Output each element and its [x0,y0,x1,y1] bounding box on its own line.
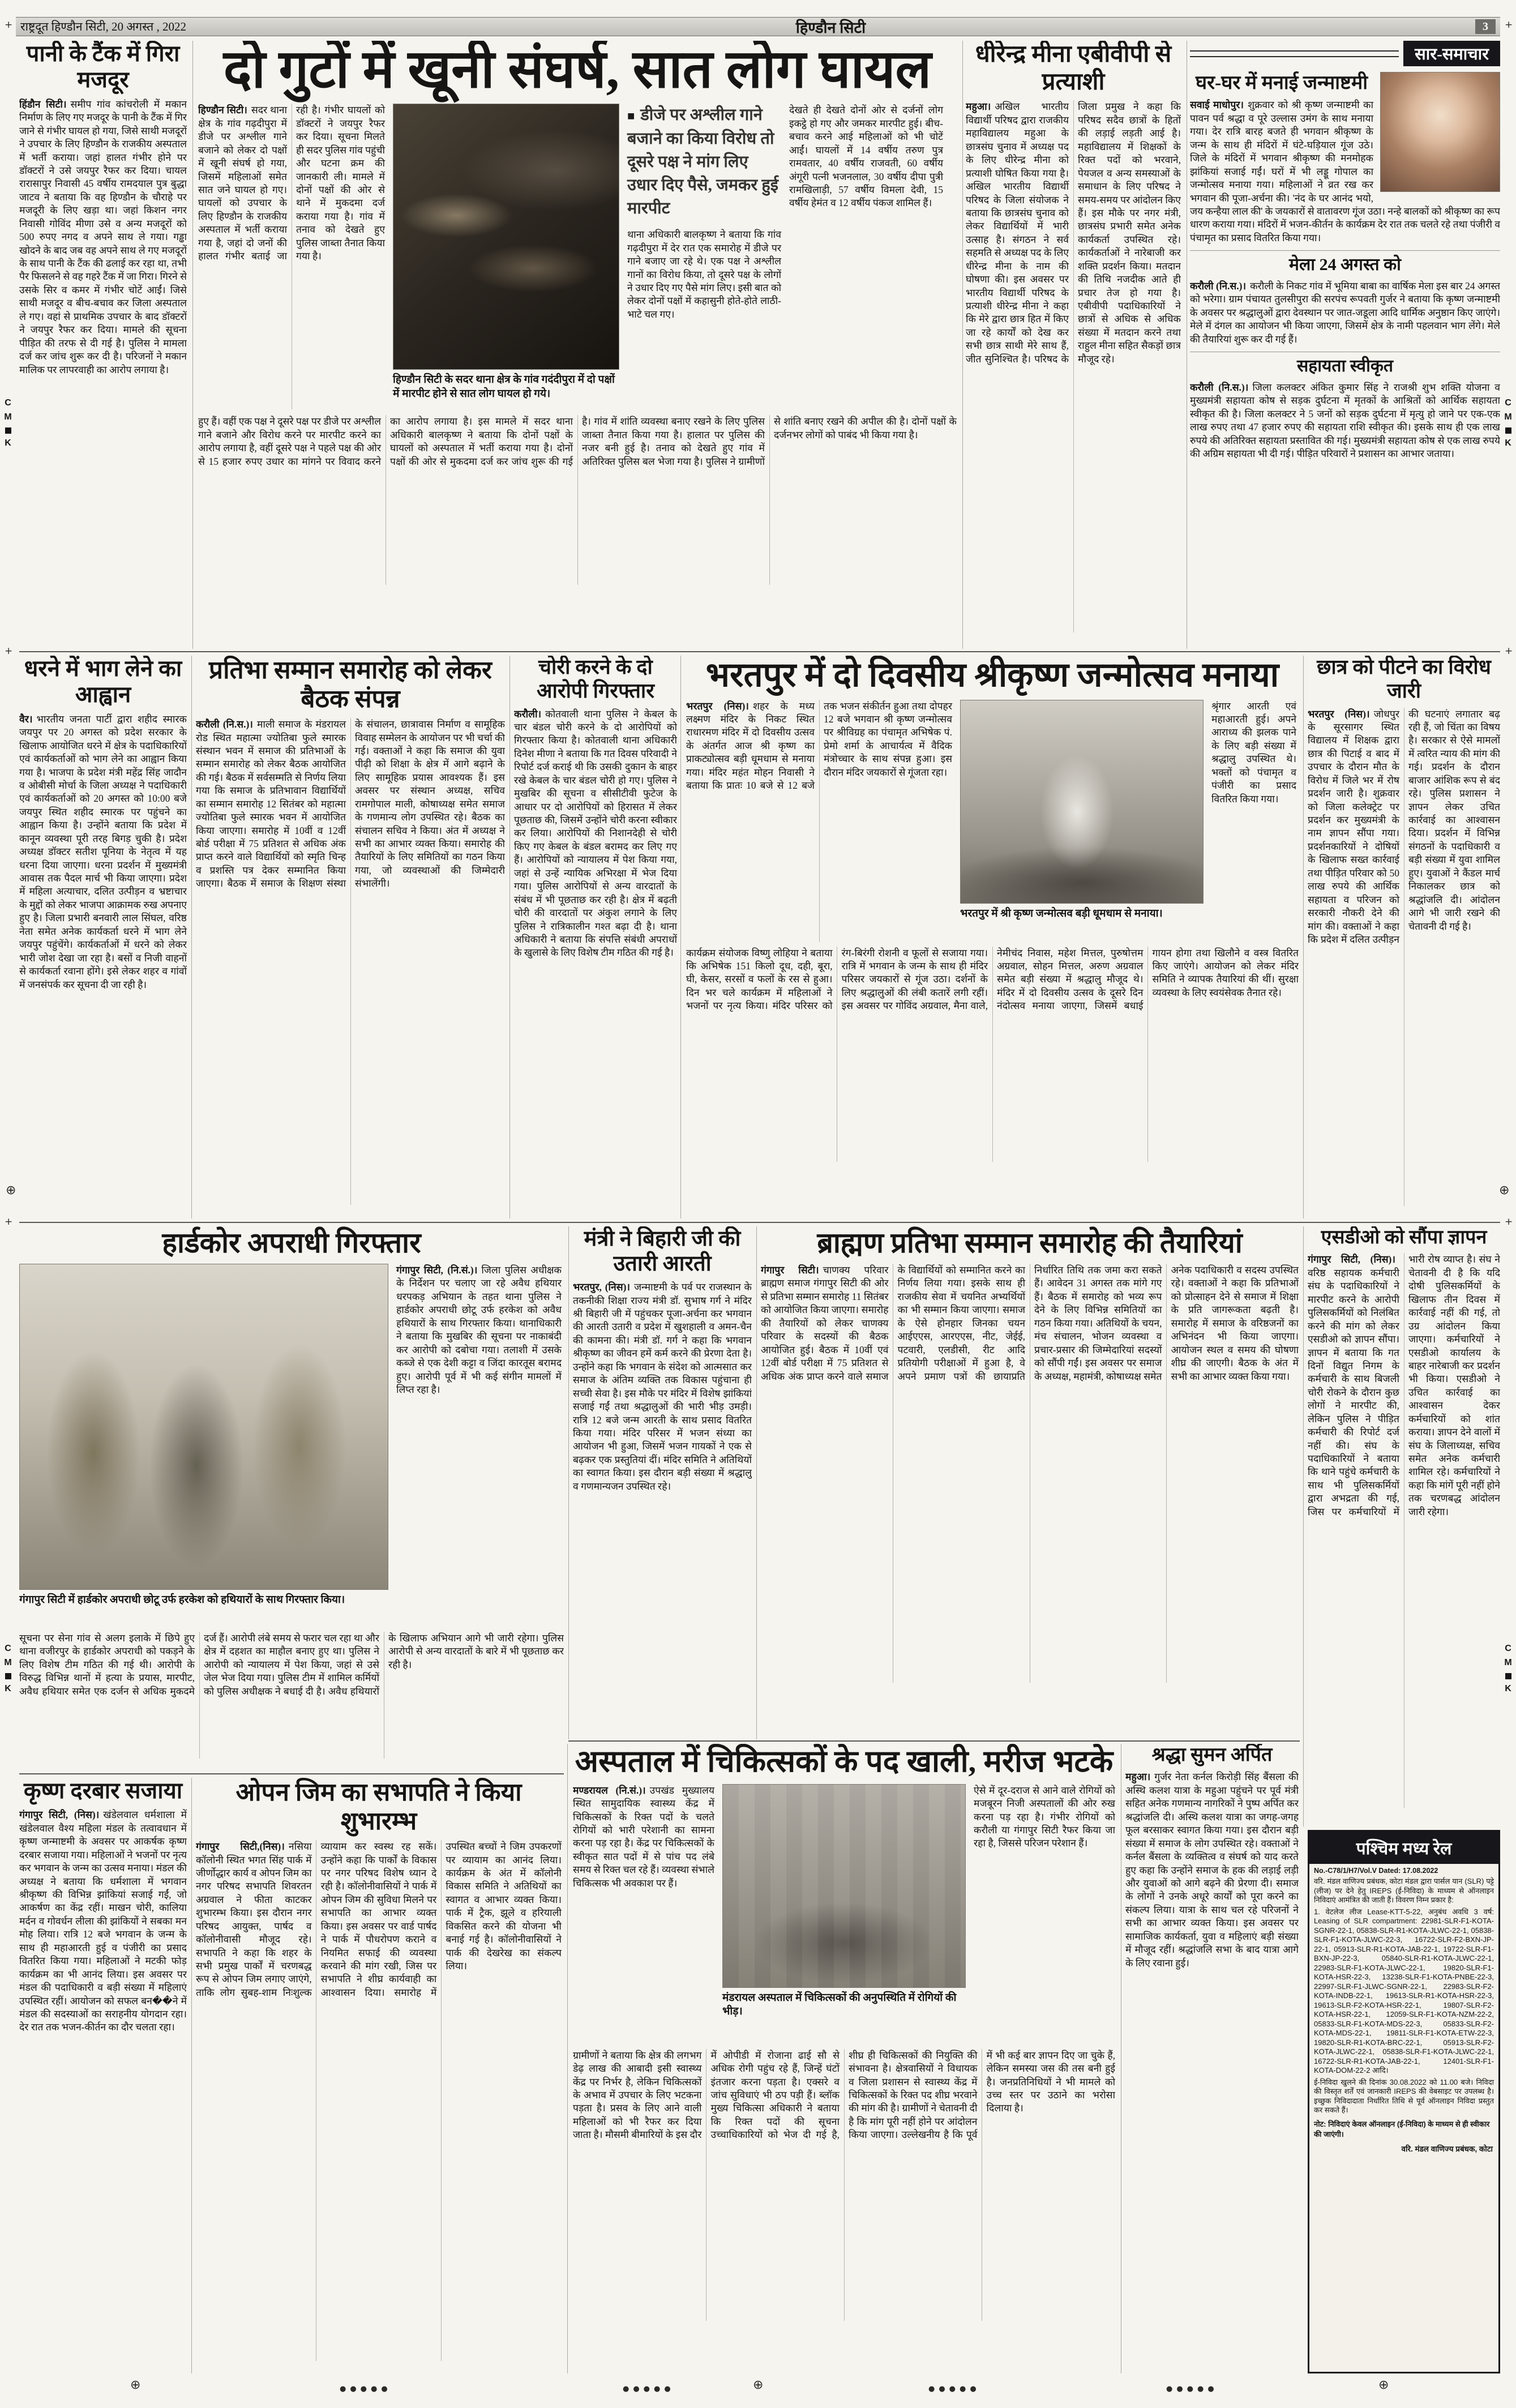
body-text: समीप गांव कांचरोली में मकान निर्माण के लिए गए मजदूर के पानी के टैंक में गिर जाने से गंभीर घायल हो गया, जिसे साथी मजदूरों ने उपचार के लिए हिण्डौन के राजकीय अस्पताल में भर्ती कराया। जहां हालत गंभीर होने पर डॉक्टरों ने उसे जयपुर रैफर कर दिया। चायल रारासापुर निवासी 45 वर्षीय रामदयाल पुत्र बुद्धा जाटव ने बताया कि वह हिण्डौन के चौराहे पर मजदूरी के लिए खड़ा था। जहां किशन नगर निवासी गोविंद मीणा उसे व अन्य मजदूरों को 500 रुपए नगद व अपने साथ ले गया। गड्ढा खोदने के बाद जब वह अपने साथ ले गए मजदूरों के साथ पानी के टैंक की ढलाई कर रहा था, तभी पैर फिसलने से वह गहरे टैंक में जा गिरा। गिरने से उसके सिर व कमर में गंभीर चोटें आईं। जिसे साथी मजदूर व बीच-बचाव कर जिला अस्पताल ले गए। वहां से प्राथमिक उपचार के बाद डॉक्टरों ने जयपुर रैफर कर दिया। मामले की सूचना पीड़ित की तरफ से दी गई है। पुलिस ने मामला दर्ज कर जांच शुरू कर दी है। परिजनों ने मकान मालिक पर लापरवाही का आरोप लगाया है। [19,98,187,375]
body-text: गुर्जर नेता कर्नल किरोड़ी सिंह बैंसला की अस्थि कलश यात्रा के महुआ पहुंचने पर पूर्व मंत्री सहित अनेक गणमान्य नागरिकों ने पुष्प अर्पित कर श्रद्धांजलि दी। अस्थि कलश यात्रा का जगह-जगह फूल बरसाकर स्वागत किया गया। इस दौरान बड़ी संख्या में समाज के लोग उपस्थित रहे। वक्ताओं ने कर्नल बैंसला के व्यक्तित्व व संघर्ष को याद करते हुए कहा कि उन्होंने समाज के हक की लड़ाई लड़ी और युवाओं को आगे बढ़ने की प्रेरणा दी। समाज के लोगों ने उनके अधूरे कार्यों को पूरा करने का संकल्प लिया। यात्रा के साथ चल रहे परिजनों ने सभी का आभार व्यक्त किया। इस अवसर पर सामाजिक कार्यकर्ता, युवा व महिलाएं बड़ी संख्या में मौजूद रहीं। श्रद्धांजलि सभा के बाद यात्रा आगे के लिए रवाना हुई। [1125,1771,1299,1969]
photo-block [19,1264,388,1627]
article-open-gym [196,1778,562,2373]
cmk-letter-m: M [4,412,12,422]
article-krishna-darbar [19,1778,187,2373]
headline: पानी के टैंक में गिरा मजदूर [26,41,180,93]
photo-block [722,1784,966,2045]
hospital-crowd-photo [722,1784,966,1988]
article-janmashtami [1190,72,1500,245]
photo-caption: भरतपुर में श्री कृष्ण जन्मोत्सव बड़ी धूमधाम से मनाया। [960,907,1163,919]
section-rule [19,651,1500,652]
article-body [573,1784,714,2045]
column-rule [1303,1226,1304,1827]
body-text: उपखंड मुख्यालय स्थित सामुदायिक स्वास्थ्य केंद्र में चिकित्सकों के रिक्त पदों के चलते रोगियों को भारी परेशानी का सामना करना पड़ रहा है। केंद्र पर चिकित्सकों के स्वीकृत सात पदों में से पांच पद लंबे समय से रिक्त चल रहे हैं। व्यवस्था संभाले चिकित्सक भी अवकाश पर हैं। [573,1784,714,1889]
ad-items: 1. वेटलेज लीज Lease-KTT-5-22, अनुबंध अवधि 3 वर्ष: Leasing of SLR compartment: 22981-SLR-F1-KOTA-SGNR-22-1, 05838-SLR-R1-KOTA-JLWC-22-1, 05838-SLR-F1-KOTA-JLWC-22-3, 16722-SLR-F2-BXN-JP-22-1, 05913-SLR-R1-KOTA-JAB-22-1, 19722-SLR-F1-BXN-JP-22-3, 05840-SLR-R1-KOTA-JLWC-22-1, 22983-SLR-F1-KOTA-JLWC-22-1, 19820-SLR-F1-KOTA-HSR-22-3, 13238-SLR-F1-KOTA-PNBE-22-3, 22997-SLR-F1-JLWC-SGNR-22-1, 22983-SLR-F2-KOTA-INDB-22-1, 19613-SLR-R1-KOTA-HSR-22-3, 19613-SLR-F2-KOTA-HSR-22-1, 19807-SLR-F2-KOTA-HSR-22-1, 12059-SLR-F1-KOTA-NZM-22-2, 05833-SLR-F1-KOTA-MDS-22-3, 05833-SLR-F2-KOTA-MDS-22-1, 19811-SLR-F1-KOTA-ETW-22-3, 19820-SLR-R1-KOTA-BRC-22-1, 05913-SLR-F2-KOTA-JLWC-22-1, 05838-SLR-F1-KOTA-JLWC-22-1, 16722-SLR-R1-KOTA-JAB-22-1, 12401-SLR-F1-KOTA-DOM-22-2 आदि। [1314,1907,1494,2075]
headline: धीरेन्द्र मीना एबीवीपी से प्रत्याशी [975,41,1172,95]
column-rule [568,1226,569,1739]
article-body [686,700,952,942]
article-row [573,1784,1115,2045]
main-headline: दो गुटों में खूनी संघर्ष, सात लोग घायल [223,41,932,99]
body-text: नसिया कॉलोनी स्थित भगत सिंह पार्क में जीर्णोद्धार कार्य व ओपन जिम का नगर परिषद सभापति शिवरतन अग्रवाल ने फीता काटकर शुभारम्भ किया। इस दौरान नगर परिषद आयुक्त, पार्षद व कॉलोनीवासी मौजूद रहे। सभापति ने कहा कि शहर के सभी प्रमुख पार्कों में चरणबद्ध रूप से ओपन जिम लगाए जाएंगे, ताकि लोग सुबह-शाम निःशुल्क व्यायाम कर स्वस्थ रह सकें। उन्होंने कहा कि पार्कों के विकास पर नगर परिषद विशेष ध्यान दे रही है। कॉलोनीवासियों ने पार्क में ओपन जिम की सुविधा मिलने पर सभापति का आभार व्यक्त किया। इस अवसर पर वार्ड पार्षद ने पार्क में पौधरोपण कराने व नियमित सफाई की व्यवस्था करवाने की मांग रखी, जिस पर सभापति ने शीघ्र कार्यवाही का आश्वासन दिया। समारोह में उपस्थित बच्चों ने जिम उपकरणों पर व्यायाम का आनंद लिया। कार्यक्रम के अंत में कॉलोनी विकास समिति ने अतिथियों का स्वागत व आभार व्यक्त किया। पार्क में ट्रैक, झूले व हरियाली विकसित करने की योजना भी बनाई गई है। कॉलोनीवासियों ने पार्क की देखरेख का संकल्प लिया। [196,1841,562,1998]
byline: गंगापुर सिटी,(निस)। [196,1841,285,1853]
body-text: खंडेलवाल धर्मशाला में खंडेलवाल वैश्य महिला मंडल के तत्वावधान में कृष्ण जन्माष्टमी के अवसर पर आकर्षक कृष्ण दरबार सजाया गया। महिलाओं ने भजनों पर नृत्य कर भगवान के जन्म का उत्सव मनाया। मंडल की अध्यक्ष ने बताया कि धर्मशाला में भगवान श्रीकृष्ण की विभिन्न झांकियां सजाई गईं, जो आकर्षण का केंद्र रहीं। माखन चोरी, कालिया मर्दन व गोवर्धन लीला की झांकियों ने सबका मन मोह लिया। रात्रि 12 बजे भगवान के जन्म के साथ ही महाआरती हुई व पंजीरी का प्रसाद वितरित किया गया। महिलाओं ने मटकी फोड़ कार्यक्रम का भी आनंद लिया। इस अवसर पर मंडल की पदाधिकारी व बड़ी संख्या में महिलाएं उपस्थित रहीं। आयोजन को सफल बन��ने में मंडल की सदस्याओं का सराहनीय योगदान रहा। देर रात तक भजन-कीर्तन का दौर चलता रहा। [19,1809,187,2033]
cmk-letter-c: C [1505,1644,1511,1653]
ad-note: नोट: निविदाएं केवल ऑनलाइन (ई-निविदा) के माध्यम से ही स्वीकार की जाएंगी। [1314,2119,1490,2138]
column-rule [567,1744,568,2373]
pullquote-column [627,104,781,409]
byline: भरतपुर (निस)। [1308,708,1370,720]
article-pratibha-baithak [196,656,505,1218]
article-body [1308,708,1500,1206]
body-text: जन्माष्टमी के पर्व पर राजस्थान के तकनीकी शिक्षा राज्य मंत्री डॉ. सुभाष गर्ग ने मंदिर श्री बिहारी जी में पहुंचकर पूजा-अर्चना कर भगवान की आरती उतारी व प्रदेश में खुशहाली व अमन-चैन की कामना की। मंत्री डॉ. गर्ग ने कहा कि भगवान श्रीकृष्ण का जीवन हमें कर्म करने की प्रेरणा देता है। उन्होंने कहा कि भगवान के संदेश को आत्मसात कर समाज के अंतिम व्यक्ति तक विकास पहुंचाना ही सच्ची सेवा है। इस मौके पर मंदिर में विशेष झांकियां सजाई गईं तथा श्रद्धालुओं की भारी भीड़ उमड़ी। रात्रि 12 बजे जन्म आरती के साथ प्रसाद वितरित किया गया। मंदिर परिसर में भजन संध्या का आयोजन भी हुआ, जिसमें भजन गायकों ने एक से बढ़कर एक प्रस्तुतियां दीं। मंदिर समिति ने अतिथियों का स्वागत किया। इस दौरान बड़ी संख्या में श्रद्धालु व गणमान्यजन उपस्थित रहे। [573,1281,752,1492]
registration-mark: ⊕ [1499,1183,1510,1197]
headline: सहायता स्वीकृत [1296,357,1393,376]
registration-mark: ⊕ [130,2378,141,2392]
byline: महुआ। [1125,1771,1151,1783]
article-body [514,708,677,960]
print-dots: ●●●●● [623,2385,675,2393]
article-body [19,98,187,377]
janmashtami-baby-photo [1380,72,1500,192]
section-header [1190,41,1500,66]
cmk-letter-m: M [1504,1657,1512,1667]
pull-quote [627,104,781,220]
cmk-square [5,1673,11,1679]
square-bullet-icon: ■ [627,109,635,123]
article-sahayata [1190,352,1500,460]
body-text: जिला कलक्टर अंकित कुमार सिंह ने राजश्री शुभ शक्ति योजना व मुख्यमंत्री सहायता कोष से सड़क दुर्घटना में मृतकों के आश्रितों को आर्थिक सहायता स्वीकृत की है। जिला कलक्टर ने 5 जनों को सड़क दुर्घटना में मृत्यु हो जाने पर एक-एक लाख रुपए तथा 47 हजार रुपए की सहायता राशि स्वीकृत की। इसके साथ ही एक लाख रुपये की अतिरिक्त सहायता प्रस्तावित की गई। मुख्यमंत्री सहायता कोष से एक लाख रुपये की अग्रिम सहायता भी दी गई। पीड़ित परिवारों ने प्रशासन का आभार जताया। [1190,382,1500,460]
cmk-square [1505,427,1511,434]
registration-mark: ⊕ [753,2378,764,2392]
masthead [16,17,1500,36]
byline: महुआ। [966,101,991,113]
article-minister-aarti [573,1226,752,1739]
article-body [19,1808,187,2034]
byline: करौली (नि.स.)। [196,718,253,730]
byline: गंगापुर सिटी, (निस)। [19,1809,100,1821]
crop-mark: + [5,645,13,657]
article-main-clash [198,41,957,649]
body-text: जोधपुर के सूरसागर स्थित विद्यालय में शिक्षक द्वारा छात्र की पिटाई व बाद में उपचार के दौरान मौत के विरोध में जिले भर में रोष प्रदर्शन जारी है। शुक्रवार को जिला कलेक्ट्रेट पर प्रदर्शन कर मुख्यमंत्री के नाम ज्ञापन सौंपा गया। प्रदर्शनकारियों ने दोषियों के खिलाफ सख्त कार्रवाई तथा पीड़ित परिवार को 50 लाख रुपये की आर्थिक सहायता व परिजन को सरकारी नौकरी देने की मांग की। वक्ताओं ने कहा कि प्रदेश में दलित उत्पीड़न की घटनाएं लगातार बढ़ रही हैं, जो चिंता का विषय है। सरकार से ऐसे मामलों में त्वरित न्याय की मांग की गई। प्रदर्शन के दौरान बाजार आंशिक रूप से बंद रहे। पुलिस प्रशासन ने ज्ञापन लेकर उचित कार्रवाई का आश्वासन दिया। प्रदर्शन में विभिन्न संगठनों के पदाधिकारी व बड़ी संख्या में युवा शामिल हुए। युवाओं ने कैंडल मार्च निकालकर छात्र को श्रद्धांजलि दी। आंदोलन आगे भी जारी रखने की चेतावनी दी गई है। [1308,708,1500,945]
column-rule [680,656,681,1218]
body-text: भारतीय जनता पार्टी द्वारा शहीद स्मारक जयपुर पर 20 अगस्त को प्रदेश सरकार के खिलाफ आयोजित धरने में क्षेत्र के पदाधिकारियों एवं कार्यकर्ताओं को भाग लेने का आह्वान किया गया है। भाजपा के प्रदेश मंत्री महेंद्र सिंह जादौन व ओबीसी मोर्चा के जिला अध्यक्ष ने पदाधिकारी एवं कार्यकर्ताओं को 20 अगस्त को 10:00 बजे जयपुर स्थित शहीद स्मारक पर पहुंचने का आह्वान किया है। उन्होंने बताया कि प्रदेश में कानून व्यवस्था पूरी तरह बिगड़ चुकी है। प्रदेश अध्यक्ष डॉक्टर सतीश पूनिया के नेतृत्व में यह धरना दिया जाएगा। धरना प्रदर्शन में मुख्यमंत्री आवास तक पैदल मार्च भी किया जाएगा। प्रदेश में महिला अत्याचार, दलित उत्पीड़न व भ्रष्टाचार के मुद्दों को लेकर भाजपा आक्रामक रुख अपनाए हुए है। जिला प्रभारी बनवारी लाल सिंघल, वरिष्ठ नेता समेत अनेक कार्यकर्ता धरने में भाग लेने जयपुर पहुंचेंगे। कार्यकर्ताओं में धरने को लेकर भारी जोश देखा जा रहा है। बसों व निजी वाहनों से कार्यकर्ता रवाना होंगे। इसे लेकर शहर व गांवों में जनसंपर्क कर सूचना दी जा रही है। [19,713,187,990]
section-rule [568,1740,1300,1742]
pull-quote-text: डीजे पर अश्लील गाने बजाने का किया विरोध तो दूसरे पक्ष ने मांग लिए उधार दिए पैसे, जमकर हुई मारपीट [627,106,779,218]
headline: हार्डकोर अपराधी गिरफ्तार [162,1227,421,1259]
body-text: सदर थाना क्षेत्र के गांव गढ़दीपुरा में डीजे पर अश्लील गाने बजाने को लेकर दो पक्षों में खूनी संघर्ष हो गया, जिसमें महिलाओं समेत सात जने घायल हो गए। घायलों को उपचार के लिए हिण्डौन के राजकीय अस्पताल में भर्ती कराया गया है, जहां दो जनों की हालत गंभीर बताई जा रही है। गंभीर घायलों को डॉक्टरों ने जयपुर रैफर कर दिया। सूचना मिलते ही सदर पुलिस गांव पहुंची और घटना क्रम की जानकारी ली। मामले में दोनों पक्षों की ओर से थाने में मुकदमा दर्ज कराया गया है। गांव में तनाव को देखते हुए पुलिस जाब्ता तैनात किया गया है। [198,104,385,262]
byline: सवाई माधोपुर। [1190,99,1244,111]
column-rule [756,1226,757,1739]
article-body [19,713,187,991]
cmk-square [1505,1673,1511,1679]
arrest-photo [19,1264,388,1590]
article-body [1190,280,1500,346]
ad-closing: ई-निविदा खुलने की दिनांक 30.08.2022 को 11.00 बजे। निविदा की विस्तृत शर्तें एवं जानकारी IREPS की वेबसाइट पर उपलब्ध है। इच्छुक निविदादाता निर्धारित तिथि से पूर्व ऑनलाइन निविदा प्रस्तुत कर सकते हैं। [1314,2077,1494,2114]
ad-reference: No.-C78/1/H7/Vol.V Dated: 17.08.2022 [1314,1867,1438,1875]
saar-samachar-column [1190,41,1500,649]
article-sdo-gyapan [1308,1226,1500,1825]
crop-mark: + [1505,1216,1513,1227]
byline: मण्डरायल (नि.सं.)। [573,1784,646,1796]
article-body [761,1264,1299,1683]
cmk-letter-c: C [1505,398,1511,408]
column-rule [192,41,193,649]
article-abvp-candidate [966,41,1181,649]
article-hardcore-arrest [19,1226,564,1771]
ad-intro: वरि. मंडल वाणिज्य प्रबंधक, कोटा मंडल द्वारा पार्सल यान (SLR) पट्टे (लीज) पर देने हेतु IREPS (ई-निविदा) के माध्यम से ऑनलाइन निविदाएं आमंत्रित की जाती हैं। विवरण निम्न प्रकार है: [1314,1877,1494,1904]
article-body [1125,1770,1299,1970]
section-rule [1190,50,1399,57]
body-text: हुए हैं। वहीं एक पक्ष ने दूसरे पक्ष पर डीजे पर अश्लील गाने बजाने और विरोध करने पर मारपीट करने का आरोप लगाया है, वहीं दूसरे पक्ष ने पहले पक्ष की ओर से 15 हजार रुपए उधार का मांगने पर विवाद करने का आरोप लगाया है। इस मामले में सदर थाना अधिकारी बालकृष्ण ने बताया कि दोनों पक्षों के घायलों को अस्पताल में भर्ती कराया गया है। दोनों पक्षों की ओर से मुकदमा दर्ज कर जांच शुरू की गई है। गांव में शांति व्यवस्था बनाए रखने के लिए पुलिस जाब्ता तैनात किया गया है। हालात पर पुलिस की नजर बनी हुई है। तनाव को देखते हुए गांव में अतिरिक्त पुलिस बल भेजा गया है। पुलिस ने ग्रामीणों से शांति बनाए रखने की अपील की है। दोनों पक्षों के दर्जनभर लोगों को पाबंद भी किया गया है। [198,416,957,467]
byline: गंगापुर सिटी, (नि.सं.)। [396,1264,478,1276]
cmk-letter-m: M [4,1657,12,1667]
column-rule [1303,656,1304,1218]
body-text: जिला पुलिस अधीक्षक के निर्देशन पर चलाए जा रहे अवैध हथियार धरपकड़ अभियान के तहत थाना पुलिस ने हार्डकोर अपराधी छोटू उर्फ हरकेश को अवैध हथियारों के साथ गिरफ्तार किया। थानाधिकारी ने बताया कि मुखबिर की सूचना पर नाकाबंदी कर आरोपी को दबोचा गया। तलाशी में उसके कब्जे से एक देशी कट्टा व जिंदा कारतूस बरामद हुए। आरोपी पूर्व में भी कई संगीन मामलों में लिप्त रहा है। [396,1264,562,1395]
crop-mark: + [5,19,13,31]
byline: करौली (नि.स.)। [1190,382,1249,394]
headline: छात्र को पीटने का विरोध जारी [1317,656,1491,702]
janmotsav-photo [960,700,1204,904]
railway-tender-notice [1308,1830,1500,2373]
byline: हिंडौन सिटी। [19,98,67,110]
cmk-letter-c: C [5,398,11,408]
photo-block [393,104,619,409]
article-bharatpur-janmotsav [686,656,1299,1218]
crop-mark: + [5,1216,13,1227]
body-text: थाना अधिकारी बालकृष्ण ने बताया कि गांव गढ़दीपुरा में देर रात एक समारोह में डीजे पर गाने बजाए जा रहे थे। एक पक्ष ने अश्लील गानों का विरोध किया, तो दूसरे पक्ष के लोगों ने उधार दिए गए पैसे मांग लिए। इसी बात को लेकर दोनों पक्षों में कहासुनी होते-होते लाठी-भाटे चल गए। [627,229,781,320]
article-body [966,100,1181,632]
byline: गंगापुर सिटी, (निस)। [1308,1254,1395,1265]
headline: श्रद्धा सुमन अर्पित [1151,1744,1273,1765]
article-chhatra-virodh [1308,656,1500,1218]
body-text: माली समाज के मंडरायल रोड स्थित महात्मा ज्योतिबा फुले स्मारक संस्थान भवन में समाज की प्रतिभाओं के सम्मान समारोह को लेकर बैठक आयोजित की गई। बैठक में सर्वसम्मति से निर्णय लिया गया कि समाज के प्रतिभावान विद्यार्थियों का सम्मान समारोह 12 सितंबर को महात्मा ज्योतिबा फुले स्मारक भवन में आयोजित किया जाएगा। समारोह में 10वीं व 12वीं बोर्ड परीक्षा में 75 प्रतिशत से अधिक अंक प्राप्त करने वाले विद्यार्थियों को स्मृति चिन्ह व प्रशस्ति पत्र देकर सम्मानित किया जाएगा। बैठक में समाज के शिक्षण संस्था के संचालन, छात्रावास निर्माण व सामूहिक विवाह सम्मेलन के आयोजन पर भी चर्चा की गई। वक्ताओं ने कहा कि समाज की युवा पीढ़ी को शिक्षा के क्षेत्र में आगे बढ़ाने के लिए सामूहिक प्रयास आवश्यक हैं। इस अवसर पर संस्थान अध्यक्ष, सचिव रामगोपाल माली, कोषाध्यक्ष समेत समाज के गणमान्य लोग उपस्थित रहे। बैठक का संचालन सचिव ने किया। अंत में अध्यक्ष ने सभी का आभार व्यक्त किया। समारोह की तैयारियों के लिए समितियों का गठन किया गया, जो व्यवस्थाओं की जिम्मेदारी संभालेंगी। [196,718,505,889]
article-mela [1190,250,1500,346]
article-body [1190,381,1500,461]
headline: कृष्ण दरबार सजाया [23,1778,183,1803]
page-number: 3 [1475,19,1496,34]
section-rule [19,1222,1500,1223]
cmk-color-mark [1502,1642,1514,1696]
cmk-color-mark [2,396,14,450]
edition-date: राष्ट्रदूत हिण्डौन सिटी, 20 अगस्त , 2022 [20,20,186,33]
cmk-color-mark [2,1642,14,1696]
article-body [198,104,385,409]
headline: प्रतिभा सम्मान समारोह को लेकर बैठक संपन्न [209,656,492,713]
headline: चोरी करने के दो आरोपी गिरफ्तार [537,656,654,702]
article-chori-arrest [514,656,677,1218]
crop-mark: + [1505,645,1513,657]
cmk-square [5,427,11,434]
byline: हिण्डौन सिटी। [198,104,247,116]
byline: भरतपुर (निस)। [686,700,749,712]
main-article-row [198,104,957,409]
cmk-letter-k: K [5,438,11,448]
body-text: कोतवाली थाना पुलिस ने केबल के चार बंडल चोरी करने के दो आरोपियों को गिरफ्तार किया है। कोतवाली थाना अधिकारी दिनेश मीणा ने बताया कि गत दिवस परिवादी ने रिपोर्ट दर्ज कराई थी कि उसकी दुकान के बाहर रखे केबल के चार बंडल चोरी हो गए। पुलिस ने मुखबिर की सूचना व सीसीटीवी फुटेज के आधार पर दो आरोपियों को हिरासत में लेकर पूछताछ की, जिसमें उन्होंने चोरी करना स्वीकार कर लिया। आरोपियों की निशानदेही से चोरी किए गए केबल के बंडल बरामद कर लिए गए हैं। आरोपियों को न्यायालय में पेश किया गया, जहां से उन्हें न्यायिक अभिरक्षा में भेज दिया गया। पुलिस आरोपियों से अन्य वारदातों के संबंध में भी पूछताछ कर रही है। क्षेत्र में बढ़ती चोरी की वारदातों पर अंकुश लगाने के लिए पुलिस ने रात्रिकालीन गश्त बढ़ा दी है। थाना अधिकारी ने बताया कि संपत्ति संबंधी अपराधों के खुलासे के लिए विशेष टीम गठित की गई है। [514,708,677,959]
body-text: श्रृंगार आरती एवं महाआरती हुई। अपने आराध्य की झलक पाने के लिए बड़ी संख्या में श्रद्धालु उपस्थित थे। भक्तों को पंचामृत व पंजीरी का प्रसाद वितरित किया गया। [1211,700,1296,805]
headline: अस्पताल में चिकित्सकों के पद खाली, मरीज भटके [575,1744,1114,1778]
headline: मेला 24 अगस्त को [1289,255,1401,275]
article-dharna [19,656,187,1218]
body-text: ग्रामीणों ने बताया कि क्षेत्र की लगभग डेढ़ लाख की आबादी इसी स्वास्थ्य केंद्र पर निर्भर है, लेकिन चिकित्सकों के अभाव में उपचार के लिए भटकना पड़ता है। प्रसव के लिए आने वाली महिलाओं को भी रैफर कर दिया जाता है। मौसमी बीमारियों के इस दौर में ओपीडी में रोजाना ढाई सौ से अधिक रोगी पहुंच रहे हैं, जिन्हें घंटों इंतजार करना पड़ता है। एक्सरे व जांच सुविधाएं भी ठप पड़ी हैं। ब्लॉक मुख्य चिकित्सा अधिकारी ने बताया कि रिक्त पदों की सूचना उच्चाधिकारियों को भेज दी गई है, शीघ्र ही चिकित्सकों की नियुक्ति की संभावना है। क्षेत्रवासियों ने विधायक व जिला प्रशासन से स्वास्थ्य केंद्र में चिकित्सकों के रिक्त पद शीघ्र भरवाने की मांग की है। ग्रामीणों ने चेतावनी दी है कि मांग पूरी नहीं होने पर आंदोलन किया जाएगा। उल्लेखनीय है कि पूर्व में भी कई बार ज्ञापन दिए जा चुके हैं, लेकिन समस्या जस की तस बनी हुई है। जनप्रतिनिधियों ने भी मामले को उच्च स्तर पर उठाने का भरोसा दिलाया है। [573,2049,1115,2141]
headline: मंत्री ने बिहारी जी की उतारी आरती [584,1227,741,1276]
section-rule [19,1773,564,1774]
registration-mark: ⊕ [6,1183,16,1197]
headline: ओपन जिम का सभापति ने किया शुभारम्भ [235,1778,522,1836]
body-text: वरिष्ठ सहायक कर्मचारी संघ के पदाधिकारियों ने मारपीट करने के आरोपी पुलिसकर्मियों को निलंबित करने की मांग को लेकर एसडीओ को ज्ञापन सौंपा। ज्ञापन में बताया कि गत दिनों विद्युत निगम के कर्मचारी के साथ बिजली चोरी रोकने के दौरान कुछ लोगों ने मारपीट की, लेकिन पुलिस ने पीड़ित कर्मचारी की रिपोर्ट दर्ज नहीं की। संघ के पदाधिकारियों ने बताया कि थाने पहुंचे कर्मचारी के साथ भी पुलिसकर्मियों द्वारा अभद्रता की गई, जिस पर कर्मचारियों में भारी रोष व्याप्त है। संघ ने चेतावनी दी है कि यदि दोषी पुलिसकर्मियों के खिलाफ तीन दिवस में कार्रवाई नहीं की गई, तो उग्र आंदोलन किया जाएगा। कर्मचारियों ने एसडीओ कार्यालय के बाहर नारेबाजी कर प्रदर्शन भी किया। एसडीओ ने उचित कार्रवाई का आश्वासन देकर कर्मचारियों को शांत कराया। ज्ञापन देने वालों में संघ के जिलाध्यक्ष, सचिव समेत अनेक कर्मचारी शामिल रहे। कर्मचारियों ने कहा कि मांगें पूरी नहीं होने तक चरणबद्ध आंदोलन जारी रहेगा। [1308,1254,1500,1517]
headline: एसडीओ को सौंपा ज्ञापन [1321,1227,1487,1248]
body-text: करौली के निकट गांव में भूमिया बाबा का वार्षिक मेला इस बार 24 अगस्त को भरेगा। ग्राम पंचायत तुलसीपुरा की सरपंच रूपवती गुर्जर ने बताया कि कृष्ण जन्माष्टमी के अवसर पर श्रद्धालुओं द्वारा देवस्थान पर जात-जडूला आदि धार्मिक अनुष्ठान किए जाएंगे। मेले में दंगल का आयोजन भी किया जाएगा, जिसमें क्षेत्र के नामी पहलवान भाग लेंगे। मेले की तैयारियां शुरू कर दी गई हैं। [1190,280,1500,345]
cmk-letter-c: C [5,1644,11,1653]
headline: धरने में भाग लेने का आह्वान [24,656,182,708]
column-rule [509,656,510,1218]
byline: वैर। [19,713,33,725]
photo-block [960,700,1204,942]
cmk-letter-k: K [1505,1683,1511,1693]
body-text: सूचना पर सेना गांव से अलग इलाके में छिपे हुए थाना वजीरपुर के हार्डकोर अपराधी को पकड़ने के लिए विशेष टीम गठित की गई थी। आरोपी के विरुद्ध विभिन्न थानों में हत्या के प्रयास, मारपीट, अवैध हथियार समेत एक दर्जन से अधिक मुकदमे दर्ज हैं। आरोपी लंबे समय से फरार चल रहा था और क्षेत्र में दहशत का माहौल बनाए हुए था। पुलिस ने आरोपी को न्यायालय में पेश किया, जहां से उसे जेल भेज दिया गया। पुलिस टीम में शामिल कर्मियों को पुलिस अधीक्षक ने बधाई दी है। अवैध हथियारों के खिलाफ अभियान आगे भी जारी रहेगा। पुलिस आरोपी से अन्य वारदातों के बारे में भी पूछताछ कर रही है। [19,1632,564,1697]
print-dots: ●●●●● [340,2385,392,2393]
article-hospital-vacancy [573,1744,1115,2373]
clash-photo [393,104,619,370]
article-body [573,1281,752,1493]
article-brahman-pratibha [761,1226,1299,1739]
body-text: शहर के मध्य लक्ष्मण मंदिर के निकट स्थित राधारमण मंदिर में दो दिवसीय उत्सव के अंतर्गत आज श्री कृष्ण का प्राकट्योत्सव बड़ी धूमधाम से मनाया गया। मंदिर महंत मोहन निवासी ने बताया कि प्रातः 10 बजे से 12 बजे तक भजन संकीर्तन हुआ तथा दोपहर 12 बजे भगवान श्री कृष्ण जन्मोत्सव पर श्रीविग्रह का पंचामृत अभिषेक पं. प्रेमो शर्मा के आचार्यत्व में वैदिक मंत्रोच्चार के साथ संपन्न हुआ। इस दौरान मंदिर जयकारों से गूंजता रहा। [686,700,952,792]
headline: घर-घर में मनाई जन्माष्टमी [1195,72,1368,93]
article-row [19,1264,564,1627]
crop-mark: + [1505,19,1513,31]
article-shraddha-suman [1125,1744,1299,2373]
print-dots: ●●●●● [928,2385,980,2393]
photo-caption: गंगापुर सिटी में हार्डकोर अपराधी छोटू उर्फ हरकेश को हथियारों के साथ गिरफ्तार किया। [19,1594,345,1606]
body-text: देखते ही देखते दोनों ओर से दर्जनों लोग इकट्ठे हो गए और जमकर मारपीट हुई। बीच-बचाव करने आई महिलाओं को भी चोटें आईं। घायलों में 14 वर्षीय तरुण पुत्र रामवतार, 40 वर्षीय राजवती, 60 वर्षीय अंगूरी पत्नी भजनलाल, 30 वर्षीय दीपा पुत्री रामखिलाड़ी, 57 वर्षीय विमला देवी, 15 वर्षीय हेमंत व 12 वर्षीय पंकज शामिल हैं। [789,104,943,209]
cmk-letter-k: K [1505,438,1511,448]
body-text: कार्यक्रम संयोजक विष्णु लोहिया ने बताया कि अभिषेक 151 किलो दूध, दही, बूरा, घी, केसर, सरसों व फलों के रस से हुआ। दिन भर चले कार्यक्रम में महिलाओं ने भजनों पर नृत्य किया। मंदिर परिसर को रंग-बिरंगी रोशनी व फूलों से सजाया गया। रात्रि में भगवान के जन्म के साथ ही मंदिर परिसर जयकारों से गूंज उठा। दर्शनों के लिए श्रद्धालुओं की लंबी कतारें लगी रहीं। इस अवसर पर गोविंद अग्रवाल, मैना वाले, नेमीचंद निवास, महेश मित्तल, पुरुषोत्तम अग्रवाल, सोहन मित्तल, अरुण अग्रवाल समेत बड़ी संख्या में श्रद्धालु मौजूद थे। मंदिर में दो दिवसीय उत्सव के दूसरे दिन नंदोत्सव मनाया जाएगा, जिसमें बधाई गायन होगा तथा खिलौने व वस्त्र वितरित किए जाएंगे। आयोजन को लेकर मंदिर समिति ने व्यापक तैयारियां की थीं। सुरक्षा व्यवस्था के लिए स्वयंसेवक तैनात रहे। [686,947,1299,1012]
photo-caption: हिण्डौन सिटी के सदर थाना क्षेत्र के गांव गदंदीपुरा में दो पक्षों में मारपीट होने से सात लोग घायल हो गये। [393,374,615,400]
page-city-title: हिण्डौन सिटी [795,19,866,36]
body-text: अखिल भारतीय विद्यार्थी परिषद द्वारा राजकीय महाविद्यालय महुआ के छात्रसंघ चुनाव में अध्यक्ष पद के लिए धीरेन्द्र मीना को प्रत्याशी घोषित किया गया है। अखिल भारतीय विद्यार्थी परिषद के जिला संयोजक ने बताया कि छात्रसंघ चुनाव को लेकर विद्यार्थियों में भारी उत्साह है। संगठन ने सर्व सहमति से अध्यक्ष पद के लिए धीरेन्द्र मीना के नाम की घोषणा की। इस अवसर पर भारतीय विद्यार्थी परिषद के प्रत्याशी धीरेन्द्र मीना ने कहा कि मेरे द्वारा छात्र हित में किए जा रहे कार्यों को देख कर सभी छात्र साथी मेरे साथ हैं, जीत सुनिश्चित है। परिषद के जिला प्रमुख ने कहा कि परिषद सदैव छात्रों के हितों की लड़ाई लड़ती आई है। महाविद्यालय में शिक्षकों के रिक्त पदों को भरवाने, पेयजल व अन्य समस्याओं के समाधान के लिए परिषद ने समय-समय पर आंदोलन किए हैं। इस मौके पर नगर मंत्री, छात्रसंघ प्रभारी समेत अनेक कार्यकर्ता उपस्थित रहे। कार्यकर्ताओं ने नारेबाजी कर शक्ति प्रदर्शन किया। मतदान की तिथि नजदीक आते ही प्रचार तेज हो गया है। एबीवीपी पदाधिकारियों ने छात्रों से अधिक से अधिक संख्या में मतदान करने तथा राहुल मीना सहित सैकड़ों छात्र मौजूद रहे। [966,101,1181,365]
article-body [396,1264,562,1627]
byline: भरतपुर, (निस)। [573,1281,631,1293]
body-text: शुक्रवार को श्री कृष्ण जन्माष्टमी का पावन पर्व श्रद्धा व पूरे उल्लास उमंग के साथ मनाया गया। देर रात्रि बारह बजते ही भगवान श्रीकृष्ण के जन्म के साथ ही मंदिरों में घंटे-घड़ियाल गूंज उठे। जिले के मंदिरों में भगवान श्रीकृष्ण की मनमोहक झांकियां सजाई गईं। घरों में भी लड्डू गोपाल का जन्मोत्सव मनाया गया। महिलाओं ने व्रत रख कर भगवान की पूजा-अर्चना की। 'नंद के घर आनंद भयो, जय कन्हैया लाल की' के जयकारों से वातावरण गूंज उठा। नन्हे बालकों को श्रीकृष्ण का रूप धारण कराया गया। मंदिरों में भजन-कीर्तन के कार्यक्रम देर रात तक चलते रहे तथा पंजीरी व पंचामृत का प्रसाद वितरित किया गया। [1190,99,1500,243]
article-body [196,718,505,1205]
cmk-color-mark [1502,396,1514,450]
article-body [1308,1253,1500,1808]
column-rule [191,1778,192,2373]
byline: करौली (नि.स.)। [1190,280,1247,292]
byline: गंगापुर सिटी। [761,1264,819,1276]
section-label: सार-समाचार [1403,41,1500,66]
cmk-letter-k: K [5,1683,11,1693]
photo-caption: मंडरायल अस्पताल में चिकित्सकों की अनुपस्थिति में रोगियों की भीड़। [722,1991,957,2017]
headline: ब्राह्मण प्रतिभा सम्मान समारोह की तैयारियां [817,1227,1243,1259]
column-rule [962,41,963,649]
body-text: चाणक्य परिवार ब्राह्मण समाज गंगापुर सिटी की ओर से प्रतिभा सम्मान समारोह 11 सितंबर को आयोजित किया जाएगा। समारोह की तैयारियों को लेकर चाणक्य परिवार के सदस्यों की बैठक आयोजित हुई। बैठक में 10वीं एवं 12वीं बोर्ड परीक्षा में 75 प्रतिशत से अधिक अंक प्राप्त करने वाले समाज के विद्यार्थियों को सम्मानित करने का निर्णय लिया गया। इसके साथ ही राजकीय सेवा में चयनित अभ्यर्थियों का भी सम्मान किया जाएगा। समाज के ऐसे होनहार जिनका चयन आईएएस, आरएएस, नीट, जेईई, पटवारी, एलडीसी, रीट आदि प्रतियोगी परीक्षाओं में हुआ है, वे अपने प्रमाण पत्रों की छायाप्रति निर्धारित तिथि तक जमा करा सकते हैं। आवेदन 31 अगस्त तक मांगे गए हैं। बैठक में समारोह को भव्य रूप देने के लिए विभिन्न समितियों का गठन किया गया। अतिथियों के चयन, मंच संचालन, भोजन व्यवस्था व प्रचार-प्रसार की जिम्मेदारियां सदस्यों को सौंपी गईं। इस अवसर पर समाज के अध्यक्ष, महामंत्री, कोषाध्यक्ष समेत अनेक पदाधिकारी व सदस्य उपस्थित रहे। वक्ताओं ने कहा कि प्रतिभाओं को प्रोत्साहन देने से समाज में शिक्षा के प्रति जागरूकता बढ़ती है। समारोह में समाज के वरिष्ठजनों का अभिनंदन भी किया जाएगा। आयोजन स्थल व समय की घोषणा शीघ्र की जाएगी। बैठक के अंत में सभी का आभार व्यक्त किया गया। [761,1264,1299,1382]
article-body [196,1840,562,2361]
article-tank-worker [19,41,187,649]
ad-signature: वरि. मंडल वाणिज्य प्रबंधक, कोटा [1401,2144,1493,2153]
registration-mark: ⊕ [1378,2378,1389,2392]
print-dots: ●●●●● [1166,2385,1218,2393]
body-text: ऐसे में दूर-दराज से आने वाले रोगियों को मजबूरन निजी अस्पतालों की ओर रुख करना पड़ रहा है। गंभीर रोगियों को करौली या गंगापुर सिटी रैफर किया जा रहा है, जिससे परिजन परेशान हैं। [974,1784,1115,1849]
byline: करौली। [514,708,542,720]
headline: भरतपुर में दो दिवसीय श्रीकृष्ण जन्मोत्सव मनाया [705,656,1279,694]
ad-title: पश्चिम मध्य रेल [1309,1832,1498,1864]
column-rule [191,656,192,1218]
cmk-letter-m: M [1504,412,1512,422]
article-row [686,700,1299,942]
